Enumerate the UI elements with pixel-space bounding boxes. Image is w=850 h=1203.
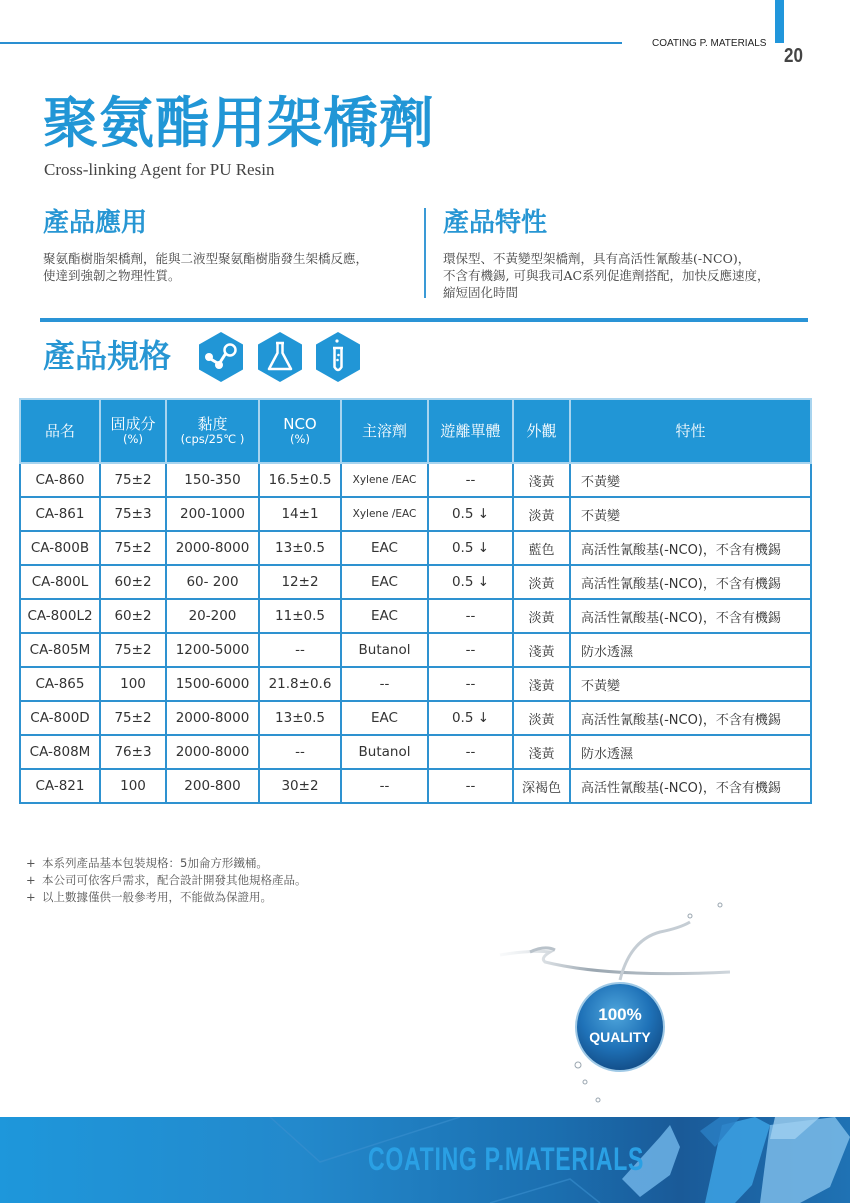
cell-solids: 76±3 [100, 735, 166, 769]
specs-heading: 產品規格 [43, 337, 172, 375]
header-rule [0, 42, 622, 44]
specs-table [19, 398, 812, 804]
cell-free-monomer: 0.5 ↓ [428, 531, 513, 565]
cell-appearance: 淡黃 [513, 565, 570, 599]
cell-solids: 75±2 [100, 463, 166, 497]
cell-solids: 75±2 [100, 531, 166, 565]
cell-viscosity: 2000-8000 [166, 701, 259, 735]
cell-solids: 75±3 [100, 497, 166, 531]
table-row [20, 735, 811, 769]
cell-viscosity: 1200-5000 [166, 633, 259, 667]
cell-viscosity: 1500-6000 [166, 667, 259, 701]
cell-name: CA-860 [20, 463, 100, 497]
page-title: 聚氨酯用架橋劑 [43, 90, 436, 155]
cell-solvent: Butanol [341, 735, 428, 769]
cell-properties: 高活性氰酸基(-NCO)，不含有機錫 [570, 565, 811, 599]
cell-solids: 75±2 [100, 633, 166, 667]
cell-name: CA-800B [20, 531, 100, 565]
molecule-icon [198, 331, 244, 383]
table-row [20, 769, 811, 803]
cell-solvent: Xylene /EAC [341, 463, 428, 497]
cell-name: CA-805M [20, 633, 100, 667]
cell-nco: -- [259, 633, 341, 667]
cell-free-monomer: -- [428, 463, 513, 497]
table-row [20, 463, 811, 497]
notes-list [26, 855, 307, 906]
cell-appearance: 淺黃 [513, 463, 570, 497]
col-header-appearance: 外觀 [513, 399, 570, 463]
table-row [20, 633, 811, 667]
cell-properties: 防水透濕 [570, 633, 811, 667]
cell-name: CA-821 [20, 769, 100, 803]
cell-free-monomer: -- [428, 599, 513, 633]
cell-name: CA-808M [20, 735, 100, 769]
features-text [443, 250, 770, 301]
cell-solids: 75±2 [100, 701, 166, 735]
cell-solvent: -- [341, 769, 428, 803]
table-row [20, 565, 811, 599]
cell-appearance: 淺黃 [513, 633, 570, 667]
svg-text:QUALITY: QUALITY [589, 1029, 651, 1045]
plus-icon: + [26, 873, 36, 887]
test-tube-icon [315, 331, 361, 383]
cell-solids: 100 [100, 667, 166, 701]
cell-nco: -- [259, 735, 341, 769]
cell-properties: 高活性氰酸基(-NCO)，不含有機錫 [570, 531, 811, 565]
cell-solvent: EAC [341, 531, 428, 565]
footer-banner [0, 1117, 850, 1203]
section-divider [424, 208, 426, 298]
col-header-solids: 固成分 (%) [100, 399, 166, 463]
cell-nco: 11±0.5 [259, 599, 341, 633]
application-line: 聚氨酯樹脂架橋劑，能與二液型聚氨酯樹脂發生架橋反應， [43, 251, 369, 266]
cell-appearance: 淡黃 [513, 701, 570, 735]
cell-viscosity: 150-350 [166, 463, 259, 497]
cell-properties: 不黃變 [570, 667, 811, 701]
cell-free-monomer: -- [428, 667, 513, 701]
cell-nco: 13±0.5 [259, 701, 341, 735]
cell-solvent: EAC [341, 701, 428, 735]
cell-solvent: EAC [341, 599, 428, 633]
cell-viscosity: 60- 200 [166, 565, 259, 599]
cell-properties: 不黃變 [570, 497, 811, 531]
cell-solids: 100 [100, 769, 166, 803]
cell-nco: 30±2 [259, 769, 341, 803]
cell-name: CA-800L [20, 565, 100, 599]
cell-viscosity: 200-800 [166, 769, 259, 803]
plus-icon: + [26, 856, 36, 870]
features-heading: 產品特性 [443, 208, 548, 238]
cell-free-monomer: 0.5 ↓ [428, 497, 513, 531]
cell-solvent: Butanol [341, 633, 428, 667]
cell-appearance: 深褐色 [513, 769, 570, 803]
note-item: + 本系列產品基本包裝規格：5加侖方形鐵桶。 [26, 856, 268, 870]
cell-solvent: Xylene /EAC [341, 497, 428, 531]
cell-name: CA-865 [20, 667, 100, 701]
col-header-name: 品名 [20, 399, 100, 463]
cell-name: CA-861 [20, 497, 100, 531]
application-heading: 產品應用 [43, 208, 148, 238]
cell-name: CA-800D [20, 701, 100, 735]
cell-appearance: 淡黃 [513, 599, 570, 633]
cell-appearance: 淺黃 [513, 735, 570, 769]
col-header-properties: 特性 [570, 399, 811, 463]
table-header-row [20, 399, 811, 463]
cell-free-monomer: 0.5 ↓ [428, 565, 513, 599]
cell-properties: 高活性氰酸基(-NCO)，不含有機錫 [570, 769, 811, 803]
header-accent-bar [775, 0, 784, 43]
cell-nco: 13±0.5 [259, 531, 341, 565]
table-row [20, 531, 811, 565]
table-row [20, 667, 811, 701]
cell-nco: 21.8±0.6 [259, 667, 341, 701]
cell-solvent: EAC [341, 565, 428, 599]
col-header-free-monomer: 遊離單體 [428, 399, 513, 463]
cell-viscosity: 20-200 [166, 599, 259, 633]
features-line: 環保型、不黃變型架橋劑，具有高活性氰酸基(-NCO)， [443, 251, 751, 266]
page-subtitle: Cross-linking Agent for PU Resin [44, 160, 275, 179]
svg-text:100%: 100% [598, 1005, 642, 1024]
footer-brand: COATING P.MATERIALS [368, 1141, 645, 1177]
cell-viscosity: 2000-8000 [166, 735, 259, 769]
header-brand: COATING P. MATERIALS [652, 38, 767, 49]
cell-appearance: 藍色 [513, 531, 570, 565]
cell-nco: 14±1 [259, 497, 341, 531]
flask-icon [257, 331, 303, 383]
col-header-nco: NCO (%) [259, 399, 341, 463]
cell-free-monomer: 0.5 ↓ [428, 701, 513, 735]
cell-free-monomer: -- [428, 633, 513, 667]
cell-nco: 12±2 [259, 565, 341, 599]
table-row [20, 497, 811, 531]
cell-solids: 60±2 [100, 565, 166, 599]
specs-rule [40, 318, 808, 322]
cell-solids: 60±2 [100, 599, 166, 633]
quality-badge-illustration [490, 900, 730, 1110]
cell-properties: 高活性氰酸基(-NCO)，不含有機錫 [570, 701, 811, 735]
table-row [20, 599, 811, 633]
cell-free-monomer: -- [428, 769, 513, 803]
cell-properties: 不黃變 [570, 463, 811, 497]
features-line: 縮短固化時間 [443, 285, 519, 300]
page-number: 20 [784, 45, 803, 67]
cell-appearance: 淺黃 [513, 667, 570, 701]
cell-viscosity: 2000-8000 [166, 531, 259, 565]
cell-nco: 16.5±0.5 [259, 463, 341, 497]
application-line: 使達到強韌之物理性質。 [43, 268, 181, 283]
cell-name: CA-800L2 [20, 599, 100, 633]
col-header-viscosity: 黏度 (cps/25℃ ) [166, 399, 259, 463]
cell-free-monomer: -- [428, 735, 513, 769]
cell-properties: 防水透濕 [570, 735, 811, 769]
note-item: + 以上數據僅供一般參考用，不能做為保證用。 [26, 890, 272, 904]
cell-solvent: -- [341, 667, 428, 701]
note-item: + 本公司可依客戶需求，配合設計開發其他規格產品。 [26, 873, 307, 887]
features-line: 不含有機錫, 可與我司AC系列促進劑搭配，加快反應速度， [443, 268, 770, 283]
plus-icon: + [26, 890, 36, 904]
table-row [20, 701, 811, 735]
cell-viscosity: 200-1000 [166, 497, 259, 531]
water-splash-icon [490, 900, 730, 1110]
cell-properties: 高活性氰酸基(-NCO)，不含有機錫 [570, 599, 811, 633]
col-header-solvent: 主溶劑 [341, 399, 428, 463]
application-text [43, 250, 368, 284]
cell-appearance: 淡黃 [513, 497, 570, 531]
